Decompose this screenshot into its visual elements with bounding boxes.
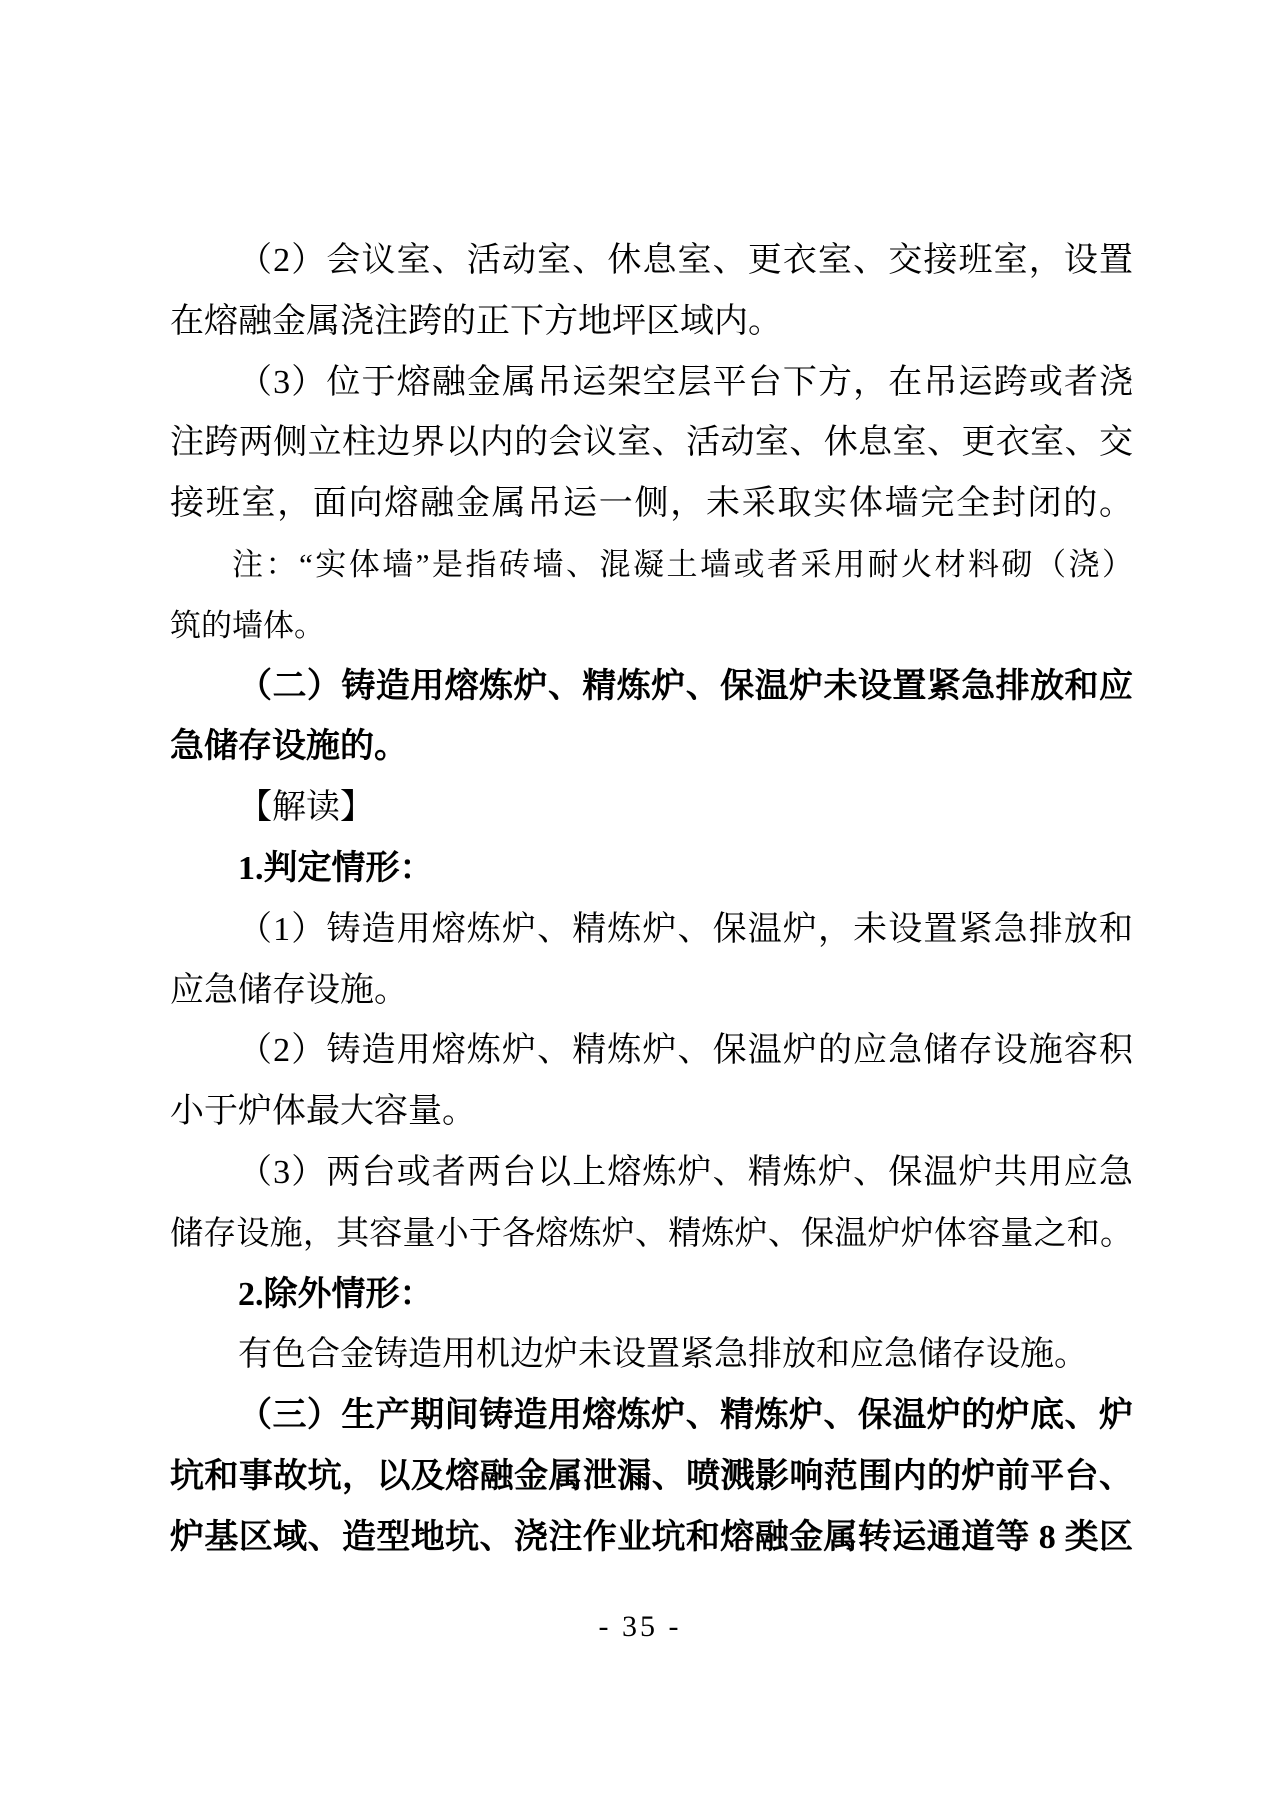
- text-line: （2）铸造用熔炼炉、精炼炉、保温炉的应急储存设施容积: [238, 1032, 1133, 1070]
- text-line: 注跨两侧立柱边界以内的会议室、活动室、休息室、更衣室、交: [170, 424, 1133, 462]
- text-line: （1）铸造用熔炼炉、精炼炉、保温炉，未设置紧急排放和: [238, 910, 1133, 948]
- page-number: - 35 -: [598, 1610, 682, 1643]
- text-line: （3）两台或者两台以上熔炼炉、精炼炉、保温炉共用应急: [238, 1153, 1133, 1191]
- text-line: 接班室，面向熔融金属吊运一侧，未采取实体墙完全封闭的。: [170, 485, 1133, 523]
- text-line: 筑的墙体。: [170, 607, 325, 643]
- text-line: 急储存设施的。: [170, 728, 408, 766]
- text-line: 应急储存设施。: [170, 971, 408, 1009]
- text-line: （三）生产期间铸造用熔炼炉、精炼炉、保温炉的炉底、炉: [238, 1397, 1133, 1435]
- text-line: 有色合金铸造用机边炉未设置紧急排放和应急储存设施。: [238, 1336, 1088, 1374]
- document-text: [170, 231, 1133, 1569]
- page-footer: [0, 1610, 1280, 1644]
- text-line: 2.除外情形：: [238, 1275, 434, 1313]
- text-line: 炉基区域、造型地坑、浇注作业坑和熔融金属转运通道等 8 类区: [170, 1518, 1133, 1556]
- text-line: 储存设施，其容量小于各熔炼炉、精炼炉、保温炉炉体容量之和。: [170, 1215, 1133, 1252]
- text-line: 【解读】: [238, 789, 374, 827]
- text-line: 小于炉体最大容量。: [170, 1093, 476, 1131]
- text-line: 注：“实体墙”是指砖墙、混凝土墙或者采用耐火材料砌（浇）: [232, 546, 1133, 582]
- text-line: （二）铸造用熔炼炉、精炼炉、保温炉未设置紧急排放和应: [238, 667, 1133, 705]
- text-line: （3）位于熔融金属吊运架空层平台下方，在吊运跨或者浇: [238, 363, 1133, 401]
- text-line: 在熔融金属浇注跨的正下方地坪区域内。: [170, 302, 782, 340]
- text-line: （2）会议室、活动室、休息室、更衣室、交接班室，设置: [238, 242, 1133, 279]
- text-line: 坑和事故坑，以及熔融金属泄漏、喷溅影响范围内的炉前平台、: [170, 1457, 1133, 1495]
- text-line: 1.判定情形：: [238, 849, 434, 887]
